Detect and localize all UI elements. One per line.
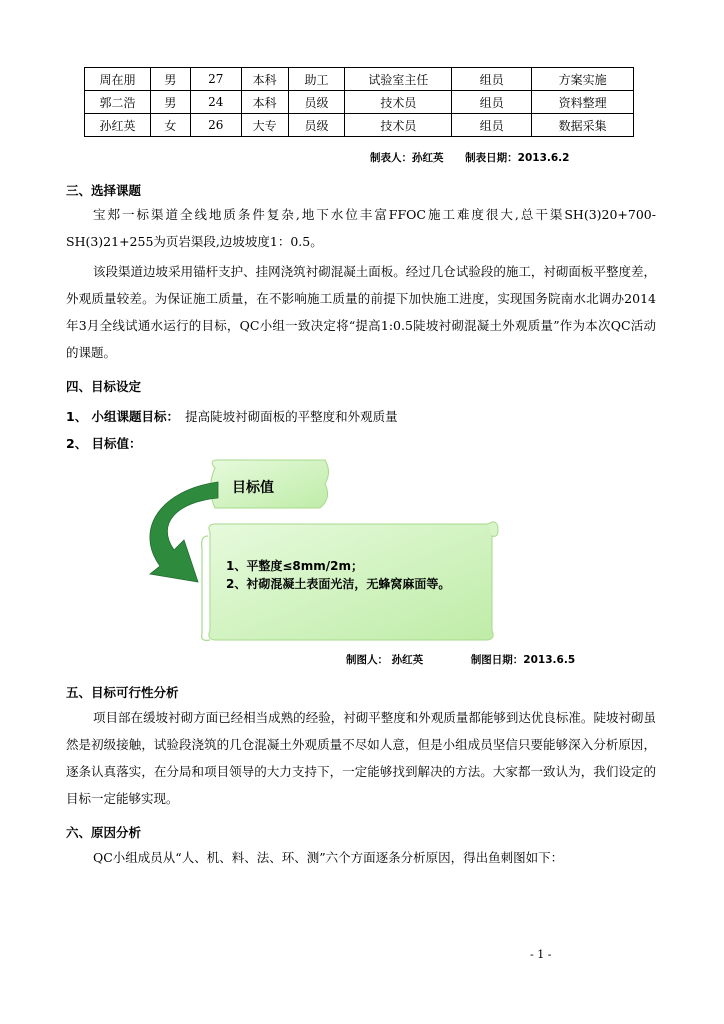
table-cell: 本科 — [241, 68, 288, 91]
diagram-title: 目标值 — [232, 480, 274, 496]
table-cell: 资料整理 — [532, 91, 634, 114]
table-cell: 男 — [150, 68, 190, 91]
table-cell: 女 — [150, 114, 190, 137]
table-cell: 郭二浩 — [85, 91, 151, 114]
table-cell: 男 — [150, 91, 190, 114]
table-cell: 技术员 — [345, 114, 452, 137]
diagram-date: 制图日期：2013.6.5 — [470, 654, 576, 666]
table-cell: 孙红英 — [85, 114, 151, 137]
table-cell: 助工 — [288, 68, 345, 91]
table-row — [85, 91, 634, 114]
section-6-heading: 六、原因分析 — [66, 825, 142, 840]
diagram-curved-arrow — [150, 482, 218, 582]
table-cell: 24 — [190, 91, 241, 114]
table-date: 制表日期：2013.6.2 — [465, 152, 570, 164]
diagram-caption — [346, 652, 593, 667]
table-cell: 试验室主任 — [345, 68, 452, 91]
table-cell: 组员 — [452, 114, 532, 137]
table-cell: 周在朋 — [85, 68, 151, 91]
table-row — [85, 68, 634, 91]
table-maker: 制表人：孙红英 — [370, 152, 444, 164]
section-3-paragraph-2: 该段渠道边坡采用锚杆支护、挂网浇筑衬砌混凝土面板。经过几仓试验段的施工，衬砌面板平整度差，外观质量较差。为保证施工质量，在不影响施工质量的前提下加快施工进度，实现国务院南水北调办2014年3月全线试通水运行的目标，QC小组一致决定将“提高1:0.5陡坡衬砌混凝土外观质量”作为本次QC活动的课题。 — [66, 264, 656, 360]
table-cell: 技术员 — [345, 91, 452, 114]
section-4-heading: 四、目标设定 — [66, 379, 142, 394]
diagram-scroll-curl — [202, 536, 210, 640]
section-3-paragraph-1: 宝郏一标渠道全线地质条件复杂,地下水位丰富FFOC施工难度很大,总干渠SH(3)20+700-SH(3)21+255为页岩渠段,边坡坡度1：0.5。 — [66, 207, 656, 249]
section-6-paragraph: QC小组成员从“人、机、料、法、环、测”六个方面逐条分析原因，得出鱼刺图如下： — [93, 850, 564, 865]
section-5-paragraph: 项目部在缓坡衬砌方面已经相当成熟的经验，衬砌平整度和外观质量都能够到达优良标准。陡坡衬砌虽然是初级接触，试验段浇筑的几仓混凝土外观质量不尽如人意，但是小组成员坚信只要能够深入分析原因，逐条认真落实，在分局和项目领导的大力支持下，一定能够找到解决的方法。大家都一致认为，我们设定的目标一定能够实现。 — [66, 710, 656, 806]
target-value-diagram — [120, 458, 500, 648]
section-5-heading: 五、目标可行性分析 — [66, 685, 179, 700]
member-table — [84, 67, 634, 137]
table-cell: 方案实施 — [532, 68, 634, 91]
goal-item-2-label: 2、 目标值： — [66, 436, 142, 451]
goal-item-1 — [66, 407, 398, 425]
table-cell: 大专 — [241, 114, 288, 137]
goal-item-1-text: 提高陡坡衬砌面板的平整度和外观质量 — [185, 409, 398, 424]
table-cell: 27 — [190, 68, 241, 91]
table-cell: 组员 — [452, 68, 532, 91]
table-cell: 26 — [190, 114, 241, 137]
table-row — [85, 114, 634, 137]
diagram-maker: 制图人： 孙红英 — [346, 654, 424, 666]
page-number: - 1 - — [530, 948, 552, 961]
table-caption — [370, 150, 587, 165]
table-cell: 组员 — [452, 91, 532, 114]
table-cell: 员级 — [288, 114, 345, 137]
goal-item-1-label: 1、 小组课题目标： — [66, 409, 180, 424]
goal-item-2 — [66, 434, 148, 452]
table-cell: 员级 — [288, 91, 345, 114]
table-cell: 数据采集 — [532, 114, 634, 137]
diagram-line-2: 2、衬砌混凝土表面光洁，无蜂窝麻面等。 — [226, 577, 451, 591]
table-cell: 本科 — [241, 91, 288, 114]
diagram-line-1: 1、平整度≤8mm/2m； — [226, 559, 363, 573]
section-3-heading: 三、选择课题 — [66, 183, 142, 198]
